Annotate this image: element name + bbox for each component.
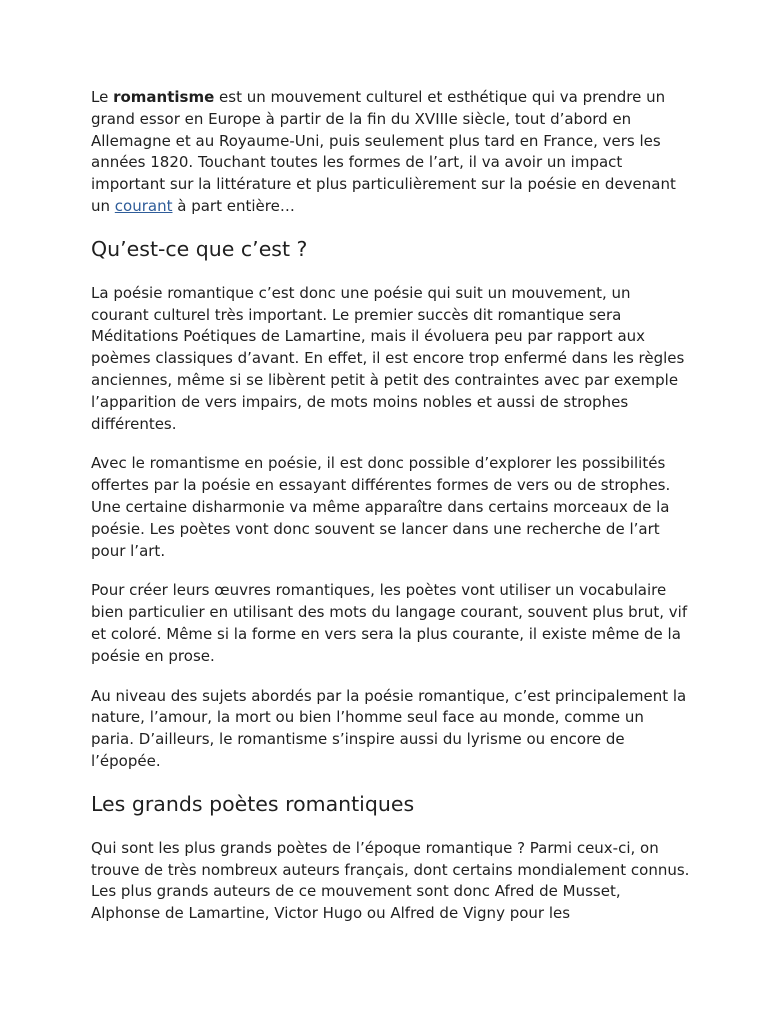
article-body xyxy=(91,87,691,943)
paragraph: Pour créer leurs œuvres romantiques, les poètes vont utiliser un vocabulaire bien particulier en utilisant des mots du langage courant, souvent plus brut, vif et coloré. Même si la forme en vers sera la plus courante, il existe même de la poésie en prose. xyxy=(91,581,688,665)
intro-prefix: Le xyxy=(91,88,114,106)
paragraph: Avec le romantisme en poésie, il est donc possible d’explorer les possibilités offertes par la poésie en essayant différentes formes de vers ou de strophes. Une certaine disharmonie va même apparaître dans certains morceaux de la poésie. Les poètes vont donc souvent se lancer dans une recherche de l’art pour l’art. xyxy=(91,454,671,560)
paragraph: La poésie romantique c’est donc une poésie qui suit un mouvement, un courant culturel très important. Le premier succès dit romantique sera Méditations Poétiques de Lamartine, mais il évoluera peu par rapport aux poèmes classiques d’avant. En effet, il est encore trop enfermé dans les règles anciennes, même si se libèrent petit à petit des contraintes avec par exemple l’apparition de vers impairs, de mots moins nobles et aussi de strophes différentes. xyxy=(91,283,685,433)
intro-bold-term: romantisme xyxy=(113,88,215,106)
section-heading-what-is-it: Qu’est-ce que c’est ? xyxy=(91,236,308,261)
section-heading-great-poets: Les grands poètes romantiques xyxy=(91,791,415,816)
paragraph: Au niveau des sujets abordés par la poésie romantique, c’est principalement la nature, l’amour, la mort ou bien l’homme seul face au monde, comme un paria. D’ailleurs, le romantisme s’inspire aussi du lyrisme ou encore de l’épopée. xyxy=(91,686,687,770)
courant-link[interactable]: courant xyxy=(114,196,173,215)
intro-paragraph xyxy=(91,87,691,218)
intro-text-after-link: à part entière… xyxy=(172,196,295,215)
intro-text-before-link: est un mouvement culturel et esthétique qui va prendre un grand essor en Europe à partir de la fin du XVIIIe siècle, tout d’abord en Allemagne et au Royaume-Uni, puis seulement plus tard en France, vers les années 1820. Touchant toutes les formes de l’art, il va avoir un impact important sur la littérature et plus particulièrement sur la poésie en devenant un xyxy=(91,88,676,215)
paragraph: Qui sont les plus grands poètes de l’époque romantique ? Parmi ceux-ci, on trouve de très nombreux auteurs français, dont certains mondialement connus. Les plus grands auteurs de ce mouvement sont donc Afred de Musset, Alphonse de Lamartine, Victor Hugo ou Alfred de Vigny pour les xyxy=(91,838,690,923)
